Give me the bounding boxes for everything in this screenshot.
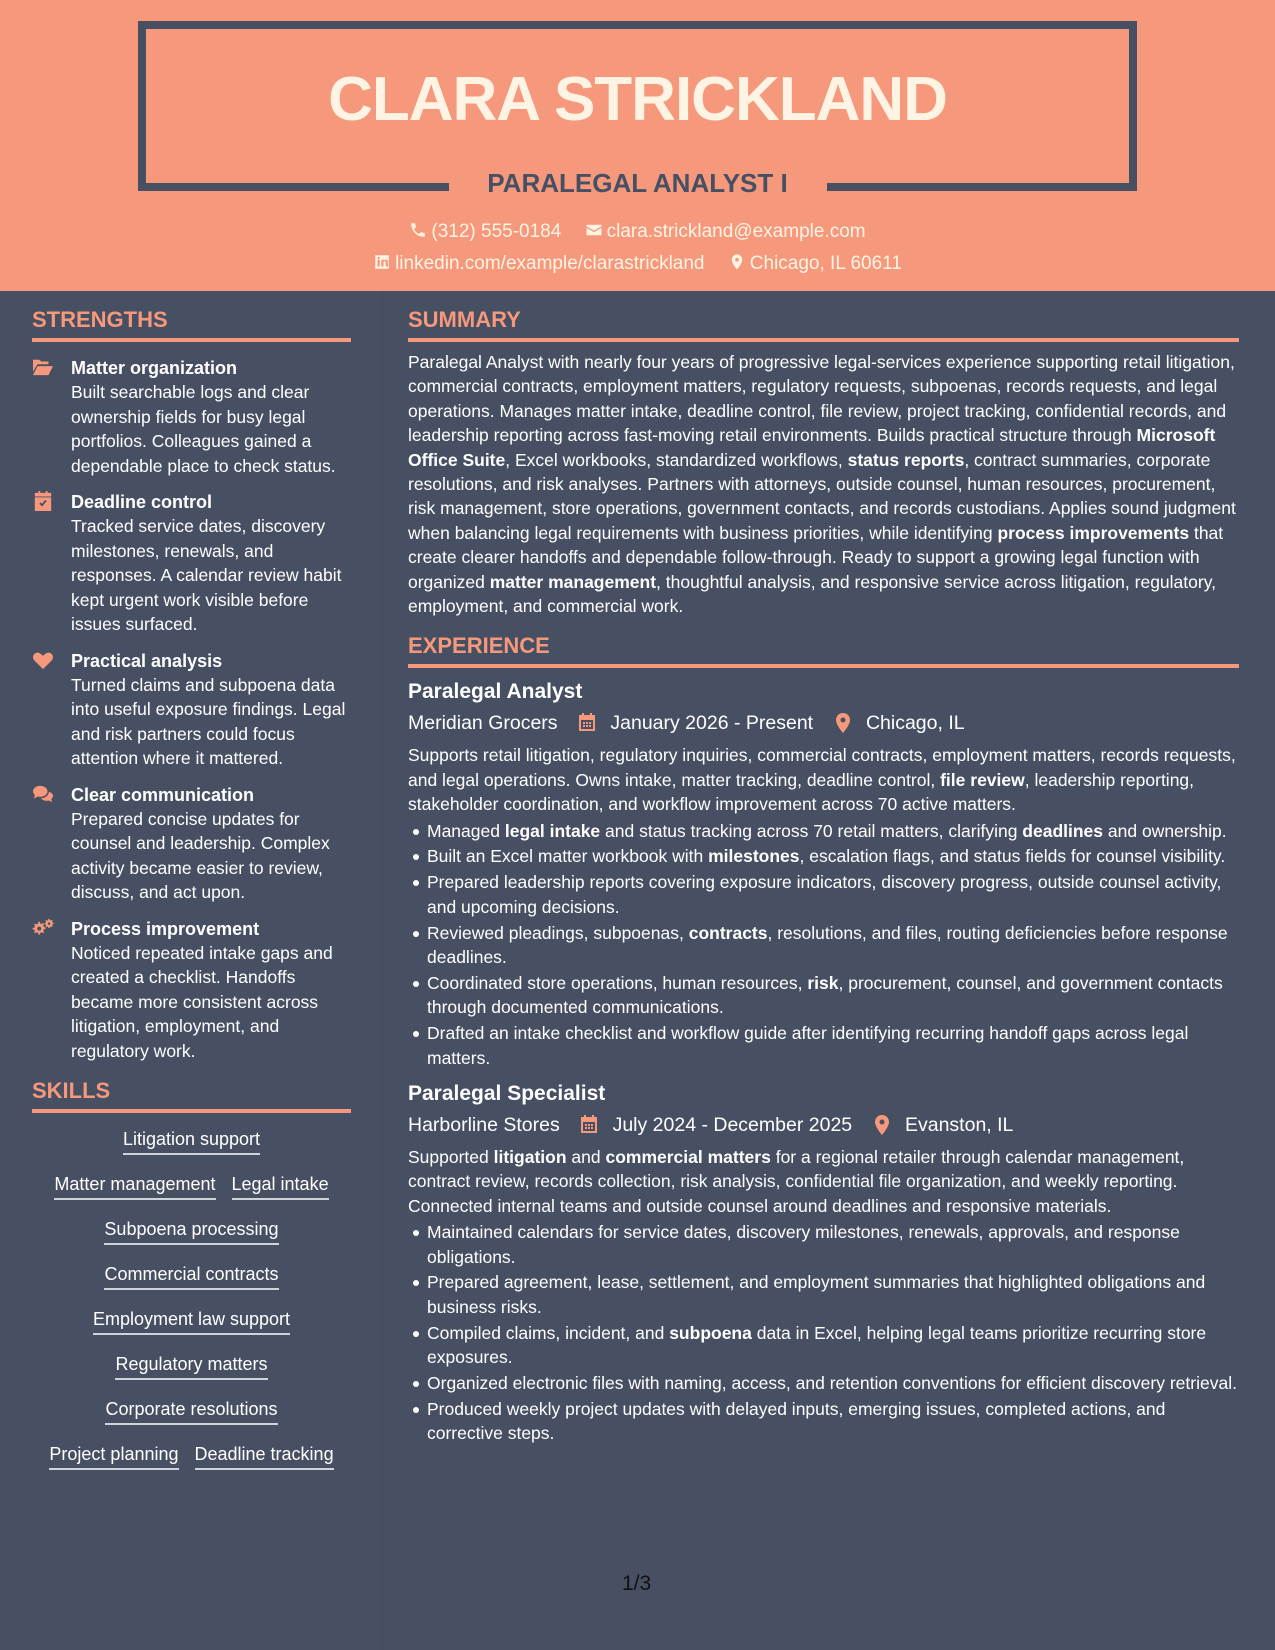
job-role: Paralegal Specialist [408,1082,606,1106]
strengths-list [32,356,351,1063]
skill-tag: Subpoena processing [104,1217,278,1245]
email-contact[interactable] [585,220,866,244]
bullet-item: Prepared leadership reports covering exposure indicators, discovery progress, outside counsel activity, and upcoming decisions. [408,870,1239,919]
job-role: Paralegal Analyst [408,680,583,704]
candidate-name: CLARA STRICKLAND [328,65,947,134]
heart-icon [32,650,54,670]
strength-desc: Tracked service dates, discovery milestones, renewals, and responses. A calendar review habit kept urgent work visible before issues surfaced. [71,516,342,634]
strength-desc: Noticed repeated intake gaps and created a checklist. Handoffs became more consistent across litigation, employment, and regulatory work. [71,942,333,1061]
strength-item [32,490,351,637]
strength-title: Practical analysis [71,650,223,671]
cogs-icon [32,918,54,938]
job-entry [408,1080,1239,1446]
job-description: Supports retail litigation, regulatory inquiries, commercial contracts, employment matters, records requests, and legal operations. Owns intake, matter tracking, deadline control, file review, leadership reporting, stakeholder coordination, and workflow improvement across 70 active matters. [408,745,1236,815]
bullet-item: Compiled claims, incident, and subpoena data in Excel, helping legal teams prioritize recurring store exposures. [408,1321,1239,1370]
skill-tag: Litigation support [123,1127,260,1155]
company-name: Meridian Grocers [408,712,558,735]
linkedin-text: linkedin.com/example/clarastrickland [395,253,705,274]
bullet-item: Organized electronic files with naming, access, and retention conventions for efficient discovery retrieval. [408,1371,1239,1395]
map-marker-icon [872,1115,892,1135]
phone-contact[interactable] [409,220,561,244]
strength-title: Clear communication [71,784,255,805]
comments-icon [32,784,54,804]
calendar-icon [577,713,597,733]
strength-item [32,356,351,478]
calendar-icon [579,1115,599,1135]
bullet-item: Built an Excel matter workbook with milestones, escalation flags, and status fields for counsel visibility. [408,844,1239,868]
job-dates: July 2024 - December 2025 [612,1113,853,1136]
strength-item [32,917,351,1064]
strength-title: Process improvement [71,918,260,939]
linkedin-contact[interactable] [373,252,704,276]
location-contact [728,252,902,276]
strength-item [32,783,351,905]
bullet-item: Managed legal intake and status tracking across 70 retail matters, clarifying deadlines and ownership. [408,819,1239,843]
bullet-item: Prepared agreement, lease, settlement, and employment summaries that highlighted obligations and business risks. [408,1270,1239,1319]
skill-tag: Project planning [49,1442,178,1470]
envelope-icon [585,221,603,239]
location-text: Chicago, IL 60611 [749,253,902,274]
job-dates: January 2026 - Present [610,712,814,735]
job-title: PARALEGAL ANALYST I [487,168,788,198]
folder-open-icon [32,357,54,377]
summary-text: Paralegal Analyst with nearly four years of progressive legal-services experience supporting retail litigation, commercial contracts, employment matters, regulatory requests, subpoenas, records requests, and legal operations. Manages matter intake, deadline control, file review, project tracking, confidential records, and leadership reporting across fast-moving retail environments. Builds practical structure through Microsoft Office Suite, Excel workbooks, standardized workflows, status reports, contract summaries, corporate resolutions, and risk analyses. Partners with attorneys, outside counsel, human resources, procurement, risk management, store operations, government contacts, and records custodians. Applies sound judgment when balancing legal requirements with business priorities, while identifying process improvements that create clearer handoffs and dependable follow-through. Ready to support a growing legal function with organized matter management, thoughtful analysis, and responsive service across litigation, regulatory, employment, and commercial work. [408,352,1236,617]
skill-tag: Deadline tracking [195,1442,334,1470]
job-meta [408,1110,1239,1139]
skill-tag: Commercial contracts [104,1262,278,1290]
resume-header [0,0,1275,291]
job-bullets [408,819,1239,1071]
experience-heading: EXPERIENCE [408,632,1239,668]
strength-title: Deadline control [71,492,213,512]
strength-desc: Built searchable logs and clear ownership fields for busy legal portfolios. Colleagues gained a dependable place to check status. [71,382,336,476]
bullet-item: Drafted an intake checklist and workflow guide after identifying recurring handoff gaps across legal matters. [408,1021,1239,1070]
strength-title: Matter organization [71,358,238,378]
left-column [32,306,351,1487]
skill-tag: Corporate resolutions [105,1397,277,1425]
contact-row-1 [0,220,1275,244]
linkedin-icon [373,253,391,271]
strength-desc: Turned claims and subpoena data into useful exposure findings. Legal and risk partners could focus attention where it mattered. [71,674,346,768]
phone-text: (312) 555-0184 [431,221,562,242]
bullet-item: Maintained calendars for service dates, discovery milestones, renewals, approvals, and response obligations. [408,1220,1239,1269]
job-location: Chicago, IL [865,712,965,735]
strength-item [32,649,351,771]
contact-row-2 [0,252,1275,276]
skill-tag: Employment law support [93,1307,290,1335]
map-marker-icon [728,253,746,271]
bullet-item: Coordinated store operations, human resources, risk, procurement, counsel, and government contacts through documented communications. [408,971,1239,1020]
email-text: clara.strickland@example.com [606,221,866,242]
job-meta [408,708,1239,737]
job-description: Supported litigation and commercial matters for a regional retailer through calendar management, contract review, records collection, risk analysis, confidential file organization, and weekly reporting. Connected internal teams and outside counsel around deadlines and responsive materials. [408,1146,1185,1216]
job-entry [408,678,1239,1070]
strengths-heading: STRENGTHS [32,306,351,342]
summary-heading: SUMMARY [408,306,1239,342]
skill-tag: Regulatory matters [115,1352,267,1380]
map-marker-icon [833,713,853,733]
bullet-item: Produced weekly project updates with delayed inputs, emerging issues, completed actions, and corrective steps. [408,1397,1239,1446]
calendar-check-icon [32,491,54,511]
strength-desc: Prepared concise updates for counsel and leadership. Complex activity became easier to review, discuss, and act upon. [71,808,330,902]
skill-tag: Matter management [54,1172,215,1200]
skills-heading: SKILLS [32,1077,351,1113]
job-location: Evanston, IL [904,1113,1014,1136]
right-column [408,306,1239,1447]
page-number: 1/3 [622,1572,652,1595]
skill-tag: Legal intake [232,1172,329,1200]
job-bullets [408,1220,1239,1446]
bullet-item: Reviewed pleadings, subpoenas, contracts, resolutions, and files, routing deficiencies before response deadlines. [408,921,1239,970]
company-name: Harborline Stores [408,1113,560,1136]
phone-icon [409,221,427,239]
skills-list [32,1127,351,1487]
